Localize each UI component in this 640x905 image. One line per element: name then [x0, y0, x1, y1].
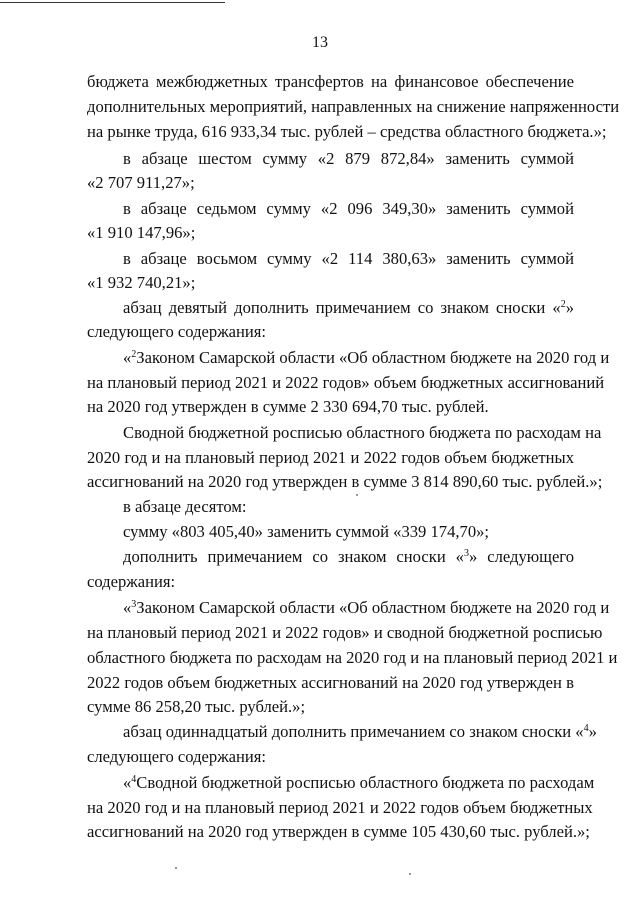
text-segment: »: [565, 298, 574, 317]
text-line: 2022 годов объем бюджетных ассигнований на 2020 год утвержден в: [87, 673, 574, 692]
text-line: в абзаце седьмом сумму «2 096 349,30» заменить суммой: [123, 199, 574, 218]
text-line: «1 932 740,21»;: [87, 273, 196, 292]
text-segment: Законом Самарской области «Об областном бюджете на 2020 год и: [136, 598, 610, 617]
text-line: на 2020 год утвержден в сумме 2 330 694,70 тыс. рублей.: [87, 397, 489, 416]
text-segment: дополнить примечанием со знаком сноски «: [123, 547, 464, 566]
text-segment: абзац одиннадцатый дополнить примечанием со знаком сноски «: [123, 722, 584, 741]
text-segment: »: [588, 722, 597, 741]
footnote-marker: 4: [131, 774, 137, 785]
text-segment: » следующего: [468, 547, 574, 566]
text-line: на плановый период 2021 и 2022 годов» и сводной бюджетной росписью: [87, 623, 603, 642]
text-line: [123, 296, 574, 320]
text-line: сумме 86 258,20 тыс. рублей.»;: [87, 697, 306, 716]
text-segment: «: [123, 598, 132, 617]
text-line: 2020 год и на плановый период 2021 и 2022 годов объем бюджетных: [87, 448, 574, 467]
text-line: ассигнований на 2020 год утвержден в сумме 3 814 890,60 тыс. рублей.»;: [87, 472, 603, 491]
text-line: содержания:: [87, 572, 176, 591]
text-line: на 2020 год и на плановый период 2021 и 2022 годов объем бюджетных: [87, 798, 593, 817]
text-segment: Сводной бюджетной росписью областного бюджета по расходам: [136, 773, 595, 792]
text-segment: «: [123, 773, 132, 792]
scan-speck: [175, 867, 177, 869]
text-line: в абзаце восьмом сумму «2 114 380,63» заменить суммой: [123, 249, 574, 268]
page-number: 13: [312, 34, 328, 51]
text-segment: Законом Самарской области «Об областном бюджете на 2020 год и: [136, 348, 610, 367]
text-line: на рынке труда, 616 933,34 тыс. рублей – средства областного бюджета.»;: [87, 122, 607, 141]
text-segment: абзац девятый дополнить примечанием со знаком сноски «: [123, 298, 561, 317]
footnote-marker: 2: [560, 299, 566, 310]
text-line: [123, 720, 597, 744]
top-rule: [0, 2, 225, 3]
text-line: на плановый период 2021 и 2022 годов» объем бюджетных ассигнований: [87, 373, 605, 392]
text-line: бюджета межбюджетных трансфертов на финансовое обеспечение: [87, 72, 574, 91]
text-line: Сводной бюджетной росписью областного бюджета по расходам на: [123, 423, 602, 442]
footnote-marker: 4: [583, 723, 589, 734]
text-line: сумму «803 405,40» заменить суммой «339 174,70»;: [123, 522, 490, 541]
text-line: областного бюджета по расходам на 2020 год и на плановый период 2021 и: [87, 648, 618, 667]
footnote-marker: 3: [131, 599, 137, 610]
text-line: «2 707 911,27»;: [87, 173, 195, 192]
text-line: следующего содержания:: [87, 322, 267, 341]
text-line: [123, 596, 610, 620]
text-line: [123, 346, 610, 370]
text-line: ассигнований на 2020 год утвержден в сумме 105 430,60 тыс. рублей.»;: [87, 822, 590, 841]
footnote-marker: 3: [463, 548, 469, 559]
text-line: следующего содержания:: [87, 747, 267, 766]
text-segment: «: [123, 348, 132, 367]
scan-speck: [356, 494, 358, 496]
text-line: «1 910 147,96»;: [87, 223, 196, 242]
footnote-marker: 2: [131, 349, 137, 360]
text-line: в абзаце десятом:: [123, 497, 247, 516]
text-line: дополнительных мероприятий, направленных на снижение напряженности: [87, 97, 620, 116]
text-line: в абзаце шестом сумму «2 879 872,84» заменить суммой: [123, 149, 574, 168]
text-line: [123, 771, 595, 795]
text-line: [123, 545, 574, 569]
scan-speck: [409, 873, 411, 875]
